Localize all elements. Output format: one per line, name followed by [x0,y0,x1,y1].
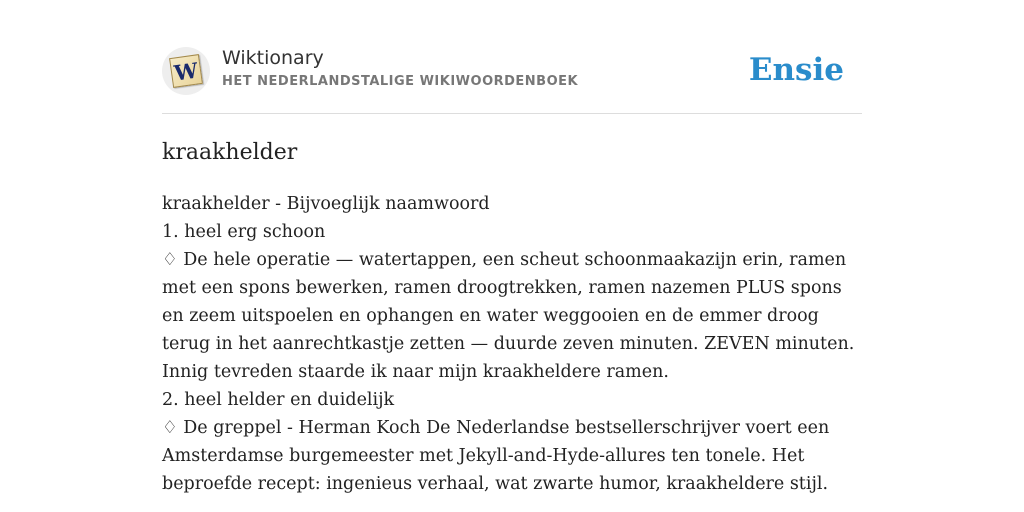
sense-1-definition: 1. heel erg schoon [162,222,326,242]
entry-content [162,190,862,498]
sense-1-example: ♢ De hele operatie — watertappen, een scheut schoonmaakazijn erin, ramen met een spons bewerken, ramen droogtrekken, ramen nazemen PLUS spons en zeem uitspoelen en ophangen en water weggooien en de emmer droog terug in het aanrechtkastje zetten — duurde zeven minuten. ZEVEN minuten. Innig tevreden staarde ik naar mijn kraakheldere ramen. [162,250,855,382]
site-subtitle: HET NEDERLANDSTALIGE WIKIWOORDENBOEK [222,74,579,89]
wiktionary-logo-icon[interactable] [162,47,210,95]
site-header [162,44,862,96]
definition-header: kraakhelder - Bijvoeglijk naamwoord [162,194,490,214]
logo-letter: W [172,57,200,86]
ensie-brand-logo[interactable]: Ensie [748,52,844,88]
sense-2-example: ♢ De greppel - Herman Koch De Nederlandse bestsellerschrijver voert een Amsterdamse burgemeester met Jekyll-and-Hyde-allures ten tonele. Het beproefde recept: ingenieus verhaal, wat zwarte humor, kraakheldere stijl. [162,418,830,494]
site-title[interactable]: Wiktionary [222,47,324,69]
entry-title: kraakhelder [162,140,298,165]
header-divider [162,113,862,114]
sense-2-definition: 2. heel helder en duidelijk [162,390,395,410]
logo-tile [169,54,203,88]
